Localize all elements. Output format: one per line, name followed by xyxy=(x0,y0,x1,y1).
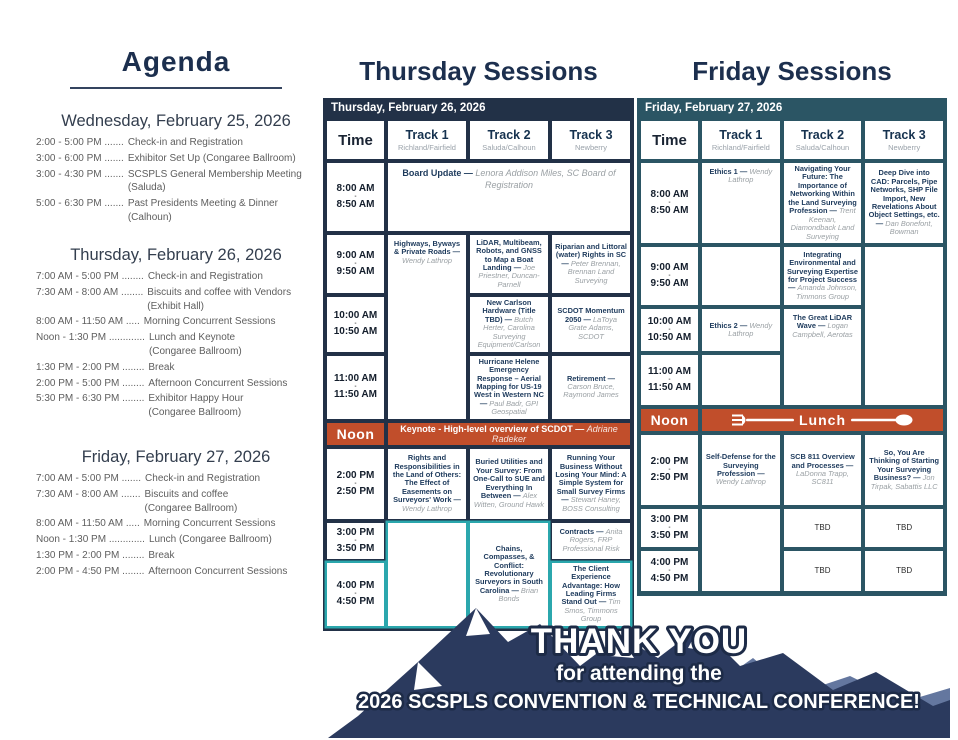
session-speaker: Jon Tirpak, Sabattis LLC xyxy=(870,473,938,491)
agenda-item-time: 1:30 PM - 2:00 PM ........ xyxy=(36,549,145,561)
time-dash: - xyxy=(354,261,357,267)
agenda-item-time: 5:30 PM - 6:30 PM ........ xyxy=(36,393,145,405)
agenda-item xyxy=(36,361,322,375)
session-cell xyxy=(702,509,780,591)
track-name: Track 3 xyxy=(569,128,613,142)
agenda-item-desc: Afternoon Concurrent Sessions xyxy=(148,377,288,389)
agenda-item xyxy=(36,472,322,486)
time-dash: - xyxy=(668,376,671,383)
agenda-item-time: 1:30 PM - 2:00 PM ........ xyxy=(36,361,145,373)
agenda-item-time: 2:00 PM - 5:00 PM ........ xyxy=(36,377,145,389)
session-cell xyxy=(784,247,862,305)
agenda-item-desc: Lunch (Congaree Ballroom) xyxy=(148,534,272,546)
session-title: LiDAR, Multibeam, Robots, and GNSS to Map a Boat Landing — xyxy=(476,237,542,272)
time-column-header: Time xyxy=(327,121,384,159)
session-cell xyxy=(784,435,862,505)
agenda-item-time: 7:00 AM - 5:00 PM ........ xyxy=(36,271,144,282)
agenda-item-time: Noon - 1:30 PM ............. xyxy=(36,332,145,344)
track-name: Track 2 xyxy=(800,128,845,142)
session-title: Board Update — xyxy=(402,168,473,178)
noon-label: Noon xyxy=(641,409,698,431)
time-dash: - xyxy=(354,591,357,598)
agenda-item xyxy=(36,565,322,579)
agenda-item-time: 7:00 AM - 5:00 PM ....... xyxy=(36,473,142,484)
agenda-item xyxy=(36,168,322,196)
track-1-header xyxy=(702,121,780,159)
conference-text: 2026 SCSPLS CONVENTION & TECHNICAL CONFERENCE! xyxy=(358,691,920,713)
agenda-item-time: 3:00 - 6:00 PM ....... xyxy=(36,152,124,164)
track-1-header xyxy=(388,121,466,159)
session-title: Retirement — xyxy=(566,373,616,383)
session-title: Integrating Environmental and Surveying Expertise for Project Success — xyxy=(786,249,859,293)
sessions-table xyxy=(637,117,947,595)
track-name: Track 1 xyxy=(719,128,763,142)
agenda-item-desc: Exhibitor Happy Hour (Congaree Ballroom) xyxy=(148,393,244,419)
time-cell: 11:00 AM - 11:50 AM xyxy=(641,355,698,405)
agenda-item xyxy=(36,152,322,166)
agenda-title: Agenda xyxy=(121,46,231,77)
session-speaker: Wendy Lathrop xyxy=(402,255,452,265)
session-cell xyxy=(784,309,862,405)
agenda-day-heading: Thursday, February 26, 2026 xyxy=(70,246,282,264)
session-date-bar: Thursday, February 26, 2026 xyxy=(331,102,486,114)
session-date-bar: Friday, February 27, 2026 xyxy=(645,102,783,114)
agenda-item xyxy=(36,488,322,516)
session-title: Navigating Your Future: The Importance of Networking Within the Land Surveying Profession — xyxy=(788,164,857,216)
agenda-item-desc: Biscuits and coffee (Congaree Ballroom) xyxy=(144,488,238,514)
thursday-sessions-title: Thursday Sessions xyxy=(359,56,598,86)
session-speaker: Wendy Lathrop xyxy=(715,477,766,487)
session-cell xyxy=(388,449,466,519)
session-speaker: LaToya Grate Adams, SCDOT xyxy=(568,314,617,341)
spoon-icon xyxy=(851,414,913,426)
agenda-item xyxy=(36,136,322,150)
noon-content xyxy=(702,409,943,431)
session-cell xyxy=(470,356,548,419)
session-cell xyxy=(784,509,862,547)
keynote-title: Keynote - High-level overview of SCDOT — xyxy=(400,423,585,434)
session-title: Riparian and Littoral (water) Rights in SC — xyxy=(555,241,627,268)
track-room: Richland/Fairfield xyxy=(398,143,456,152)
time-dash: - xyxy=(354,194,357,200)
time-column-header: Time xyxy=(641,121,698,159)
session-title: SCB 811 Overview and Processes — xyxy=(790,452,855,470)
session-cell xyxy=(784,163,862,243)
session-cell xyxy=(702,163,780,243)
time-dash: - xyxy=(354,321,357,328)
agenda-item-desc: Afternoon Concurrent Sessions xyxy=(148,565,288,577)
time-cell: 3:00 PM - 3:50 PM xyxy=(327,523,384,559)
agenda-item xyxy=(36,331,322,359)
session-cell xyxy=(388,163,630,231)
session-speaker: Paul Badr, GPI Geospatial xyxy=(489,398,539,417)
session-speaker: Stewart Haney, BOSS Consulting xyxy=(562,495,621,513)
time-dash: - xyxy=(354,480,357,487)
agenda-item-time: Noon - 1:30 PM ............. xyxy=(36,534,145,546)
time-dash: - xyxy=(354,537,357,544)
time-dash: - xyxy=(668,272,671,279)
time-dash: - xyxy=(354,384,357,391)
agenda-item-time: 2:00 PM - 4:50 PM ........ xyxy=(36,565,145,577)
track-name: Track 2 xyxy=(487,128,531,142)
time-dash: - xyxy=(668,524,671,531)
track-name: Track 1 xyxy=(405,128,449,142)
session-title: Hurricane Helene Emergency Response – Aerial Mapping for US-19 West in Western NC — xyxy=(474,356,544,408)
session-title: Ethics 1 — xyxy=(709,167,748,176)
thursday-sessions-panel xyxy=(323,98,634,631)
session-speaker: Dan Bonefont, Bowman xyxy=(885,218,933,237)
track-name: Track 3 xyxy=(882,128,926,142)
agenda-item-desc: Morning Concurrent Sessions xyxy=(143,518,276,530)
session-title: Buried Utilities and Your Survey: From One-Call to SUE and Everything In Between — xyxy=(473,457,545,501)
agenda-item-time: 8:00 AM - 11:50 AM ..... xyxy=(36,518,140,530)
session-speaker: Joe Priestner, Duncan-Parnell xyxy=(478,263,540,289)
track-room: Saluda/Calhoun xyxy=(482,143,536,152)
session-speaker: Wendy Lathrop xyxy=(728,167,773,185)
session-speaker: Wendy Lathrop xyxy=(728,320,773,338)
time-dash: - xyxy=(668,567,671,574)
agenda-item-time: 5:00 - 6:30 PM ....... xyxy=(36,198,124,210)
session-speaker: Carson Bruce, Raymond James xyxy=(563,381,619,400)
track-room: Newberry xyxy=(888,143,921,152)
agenda-item-time: 7:30 AM - 8:00 AM ....... xyxy=(36,488,141,500)
agenda-day xyxy=(30,246,322,422)
track-2-header xyxy=(470,121,548,159)
agenda-item-time: 8:00 AM - 11:50 AM ..... xyxy=(36,316,140,328)
friday-sessions-panel xyxy=(637,98,947,596)
agenda-title-rule xyxy=(70,87,282,89)
noon-label: Noon xyxy=(327,423,384,445)
session-cell xyxy=(784,551,862,591)
session-speaker: Amanda Johnson, Timmons Group xyxy=(796,283,857,301)
track-2-header xyxy=(784,121,862,159)
session-title: Running Your Business Without Losing Your Mind: A Simple System for Small Survey Firms — xyxy=(555,453,627,505)
session-cell xyxy=(702,355,780,405)
agenda-item xyxy=(36,315,322,329)
time-cell: 4:00 PM - 4:50 PM xyxy=(327,563,384,626)
keynote-speaker: Adriane Radeker xyxy=(491,423,618,444)
session-cell xyxy=(388,235,466,419)
agenda-item-desc: Break xyxy=(148,361,175,373)
session-title: Self-Defense for the Surveying Profession — xyxy=(705,452,776,478)
session-speaker: Tim Smos, Timmons Group xyxy=(564,597,621,624)
session-cell xyxy=(865,551,943,591)
thank-you-text: THANK YOU xyxy=(530,622,748,661)
time-cell: 4:00 PM - 4:50 PM xyxy=(641,551,698,591)
agenda-day-heading: Wednesday, February 25, 2026 xyxy=(61,112,291,130)
track-room: Richland/Fairfield xyxy=(711,143,770,152)
session-speaker: Butch Herter, Carolina Surveying Equipment/Carlson xyxy=(477,314,541,350)
noon-content xyxy=(388,423,630,445)
agenda-column xyxy=(30,46,322,606)
agenda-item-desc: SCSPLS General Membership Meeting (Saluda) xyxy=(127,168,302,194)
time-cell: 11:00 AM - 11:50 AM xyxy=(327,356,384,419)
agenda-day xyxy=(30,112,322,227)
session-title: SCDOT Momentum 2050 — xyxy=(557,306,625,324)
agenda-item-desc: Check-in and Registration xyxy=(127,137,243,148)
agenda-item xyxy=(36,517,322,531)
agenda-item-desc: Morning Concurrent Sessions xyxy=(143,316,276,328)
session-title: TBD xyxy=(814,566,831,576)
agenda-item xyxy=(36,549,322,563)
session-cell xyxy=(702,435,780,505)
time-cell: 8:00 AM - 8:50 AM xyxy=(327,163,384,231)
agenda-day-heading: Friday, February 27, 2026 xyxy=(81,448,271,466)
session-cell xyxy=(552,523,630,559)
mountains-graphic xyxy=(328,598,950,738)
agenda-item-desc: Check-in and Registration xyxy=(145,473,261,484)
time-cell: 8:00 AM - 8:50 AM xyxy=(641,163,698,243)
session-cell xyxy=(552,297,630,352)
session-title: Highways, Byways & Private Roads — xyxy=(393,239,461,257)
agenda-item-time: 2:00 - 5:00 PM ....... xyxy=(36,137,124,148)
session-speaker: Logan Campbell, Aerotas xyxy=(792,321,853,339)
session-speaker: Peter Brennan, Brennan Land Surveying xyxy=(567,258,621,285)
session-title: Ethics 2 — xyxy=(709,320,748,330)
session-title: Chains, Compasses, & Conflict: Revolutionary Surveyors in South Carolina — xyxy=(475,543,543,595)
attending-text: for attending the xyxy=(556,662,722,685)
session-cell xyxy=(865,435,943,505)
time-cell: 10:00 AM - 10:50 AM xyxy=(327,297,384,352)
session-cell xyxy=(552,356,630,419)
session-cell xyxy=(702,309,780,351)
time-cell: 3:00 PM - 3:50 PM xyxy=(641,509,698,547)
session-speaker: LaDonna Trapp, SC811 xyxy=(796,468,849,487)
agenda-item-time: 7:30 AM - 8:00 AM ........ xyxy=(36,286,144,298)
lunch-label: Lunch xyxy=(799,411,846,428)
agenda-item xyxy=(36,533,322,547)
track-3-header xyxy=(865,121,943,159)
agenda-item-desc: Biscuits and coffee with Vendors (Exhibit Hall) xyxy=(147,286,292,312)
sessions-table xyxy=(323,117,634,630)
session-speaker: Trent Keenan, Diamondback Land Surveying xyxy=(790,206,856,241)
session-title: TBD xyxy=(896,523,913,533)
session-cell xyxy=(470,297,548,352)
session-title: Deep Dive into CAD: Parcels, Pipe Networks, SHP File Import, New Revelations About Object Settings, etc. — xyxy=(868,168,940,228)
session-speaker: Anita Rogers, FRP Professional Risk xyxy=(562,527,623,553)
time-cell: 2:00 PM - 2:50 PM xyxy=(641,435,698,505)
time-cell: 10:00 AM - 10:50 AM xyxy=(641,309,698,351)
session-title: TBD xyxy=(814,523,831,533)
time-cell: 2:00 PM - 2:50 PM xyxy=(327,449,384,519)
track-3-header xyxy=(552,121,630,159)
track-room: Saluda/Calhoun xyxy=(795,143,850,152)
session-speaker: Lenora Addison Miles, SC Board of Registration xyxy=(475,168,616,190)
agenda-item xyxy=(36,286,322,314)
agenda-item xyxy=(36,377,322,391)
session-title: New Carlson Hardware (Title TBD) — xyxy=(482,298,536,324)
session-cell xyxy=(865,163,943,243)
session-cell xyxy=(702,247,780,305)
agenda-item xyxy=(36,392,322,420)
agenda-item-desc: Break xyxy=(148,549,175,561)
agenda-item-desc: Check-in and Registration xyxy=(147,271,263,282)
session-cell xyxy=(865,509,943,547)
session-cell xyxy=(552,449,630,519)
session-title: The Client Experience Advantage: How Leading Firms Stand Out — xyxy=(561,563,620,607)
agenda-item-desc: Lunch and Keynote (Congaree Ballroom) xyxy=(148,332,242,357)
session-speaker: Wendy Lathrop xyxy=(402,503,452,513)
time-cell: 9:00 AM - 9:50 AM xyxy=(641,247,698,305)
fork-icon xyxy=(732,414,794,426)
time-dash: - xyxy=(668,466,671,473)
session-cell xyxy=(470,449,548,519)
time-dash: - xyxy=(668,326,671,333)
agenda-item xyxy=(36,270,322,284)
session-title: So, You Are Thinking of Starting Your Surveying Business? — xyxy=(869,447,940,483)
session-title: The Great LiDAR Wave — xyxy=(792,312,853,331)
time-dash: - xyxy=(668,199,671,206)
session-title: TBD xyxy=(896,566,913,576)
session-title: Rights and Responsibilities in the Land of Others: The Effect of Easements on Surveyors' Work — xyxy=(392,453,462,505)
agenda-item-desc: Exhibitor Set Up (Congaree Ballroom) xyxy=(127,152,296,164)
friday-sessions-title: Friday Sessions xyxy=(692,56,892,86)
session-cell xyxy=(470,235,548,293)
agenda-day xyxy=(30,448,322,581)
agenda-item-time: 3:00 - 4:30 PM ....... xyxy=(36,168,124,180)
agenda-item-desc: Past Presidents Meeting & Dinner (Calhoun) xyxy=(127,198,278,223)
agenda-item xyxy=(36,197,322,225)
session-speaker: Alex Witten, Ground Hawk xyxy=(473,491,545,509)
session-title: Contracts — xyxy=(559,527,604,537)
session-cell xyxy=(865,247,943,405)
session-speaker: Brian Bonds xyxy=(498,585,539,604)
time-cell: 9:00 AM - 9:50 AM xyxy=(327,235,384,293)
track-room: Newberry xyxy=(574,143,608,152)
session-cell xyxy=(552,235,630,293)
